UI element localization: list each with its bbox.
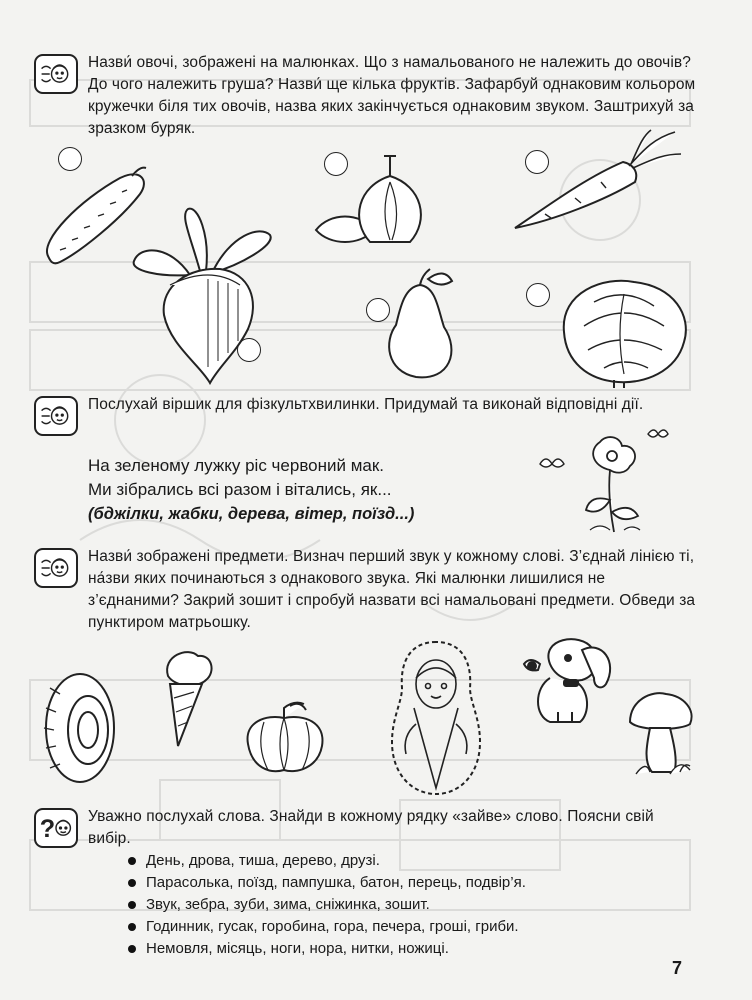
task-question-icon (34, 808, 78, 848)
garlic-illustration (310, 150, 430, 250)
matryoshka-dotted-outline[interactable] (386, 638, 486, 798)
poppy-flower-illustration (530, 420, 670, 540)
task1-instructions: Назви́ овочі, зображені на малюнках. Що з намальованого не належить до овочів? До чого належить груша? Назви́ ще кілька фруктів. Зафарбуй однаковим кольором кружечки біля тих овочів, назва яких закінчується однаковим звуком. Заштрихуй за зразком буряк. (88, 54, 696, 137)
task-speak-icon (34, 548, 78, 588)
poem (88, 454, 414, 526)
poem-line-2: Ми зібрались всі разом і вітались, як... (88, 480, 392, 499)
svg-text:?: ? (39, 815, 56, 843)
pumpkin-illustration (240, 696, 330, 776)
list-item: Звук, зебра, зуби, зима, сніжинка, зошит. (128, 894, 526, 916)
list-item: День, дрова, тиша, дерево, друзі. (128, 850, 526, 872)
poem-line-1: На зеленому лужку ріс червоний мак. (88, 456, 385, 475)
mushroom-illustration (626, 688, 696, 778)
task3-instructions: Назви́ зображені предмети. Визнач перший звук у кожному слові. З’єднай лінією ті, на́зви яких починаються з однакового звука. Які малюнки лишилися не з’єднаними? Закрий зошит і спробуй назвати всі намальовані предмети. Обведи за пунктиром матрьошку. (88, 548, 696, 631)
pear-illustration (370, 265, 470, 383)
ice-cream-illustration (158, 646, 218, 750)
page-number: 7 (672, 958, 683, 978)
word-list (128, 850, 526, 960)
poem-line-3: (бджілки, жабки, дерева, вітер, поїзд...) (88, 505, 415, 523)
cabbage-illustration (554, 272, 694, 390)
list-item: Годинник, гусак, горобина, гора, печера, гроші, гриби. (128, 916, 526, 938)
task2-instructions: Послухай віршик для фізкультхвилинки. Придумай та виконай відповідні дії. (88, 396, 644, 413)
puppy-illustration (510, 628, 620, 728)
list-item: Немовля, місяць, ноги, нора, нитки, ножиці. (128, 938, 526, 960)
task-speak-icon (34, 54, 78, 94)
answer-circle-cabbage[interactable] (526, 283, 550, 307)
carrot-illustration (505, 128, 685, 238)
task4-instructions: Уважно послухай слова. Знайди в кожному рядку «зайве» слово. Поясни свій вибір. (88, 808, 654, 847)
list-item: Парасолька, поїзд, пампушка, батон, перець, подвір’я. (128, 872, 526, 894)
tire-illustration (30, 668, 120, 788)
task-speak-icon (34, 396, 78, 436)
beet-illustration (130, 205, 280, 385)
